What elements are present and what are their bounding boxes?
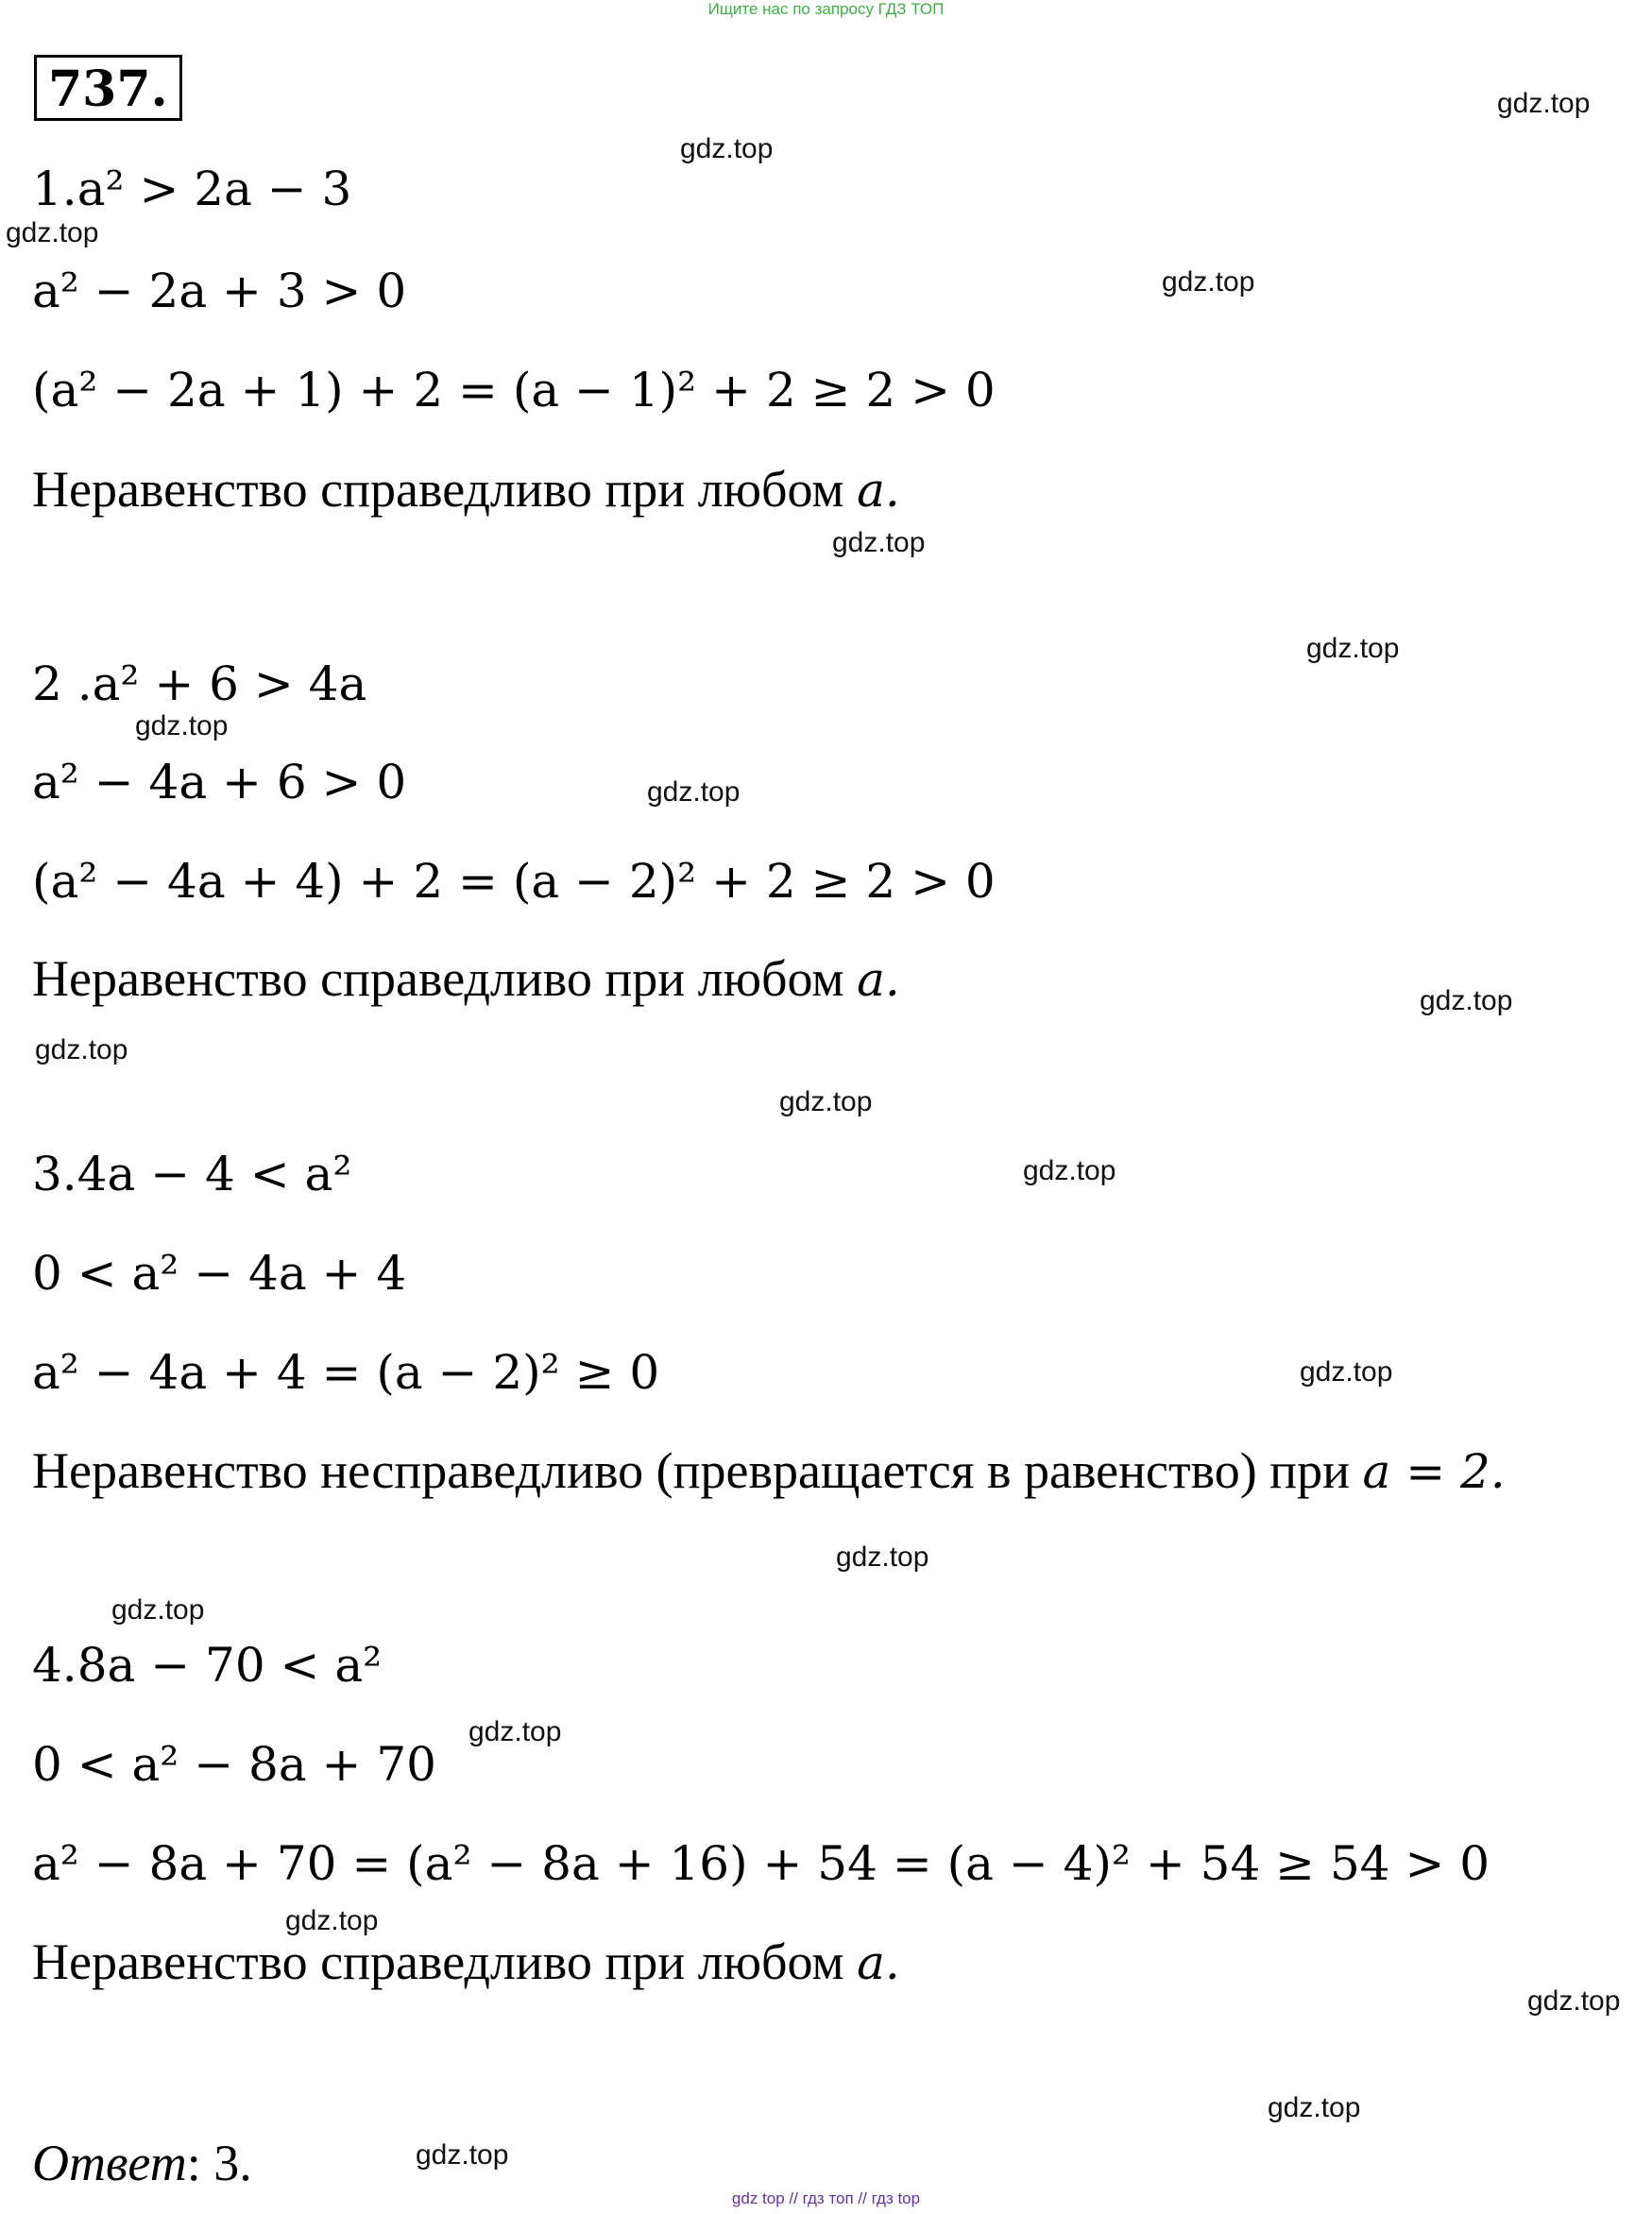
watermark: gdz.top: [416, 2139, 509, 2171]
watermark: gdz.top: [6, 217, 99, 248]
answer-label: Ответ: [32, 2135, 187, 2191]
part4-conclusion-text: Неравенство справедливо при любом: [32, 1933, 844, 1990]
part2-conclusion-var: a.: [857, 952, 900, 1007]
watermark: gdz.top: [468, 1716, 562, 1747]
part1-conclusion: [32, 461, 900, 519]
part3-line3: a² − 4a + 4 = (a − 2)² ≥ 0: [32, 1345, 660, 1400]
watermark: gdz.top: [1300, 1356, 1393, 1388]
part4-line3: a² − 8a + 70 = (a² − 8a + 16) + 54 = (a − 4)² + 54 ≥ 54 > 0: [32, 1836, 1490, 1891]
watermark: gdz.top: [779, 1086, 873, 1117]
part2-prefix: 2 .: [32, 656, 93, 711]
problem-number-box: 737.: [34, 55, 182, 121]
part3-expr1: 4a − 4 < a²: [77, 1147, 352, 1201]
part4-prefix: 4.: [32, 1638, 77, 1693]
part1-line3: (a² − 2a + 1) + 2 = (a − 1)² + 2 ≥ 2 > 0: [32, 363, 996, 417]
watermark: gdz.top: [832, 527, 926, 558]
watermark: gdz.top: [135, 710, 229, 741]
part4-conclusion: [32, 1933, 900, 1991]
watermark: gdz.top: [680, 133, 774, 164]
part4-expr1: 8a − 70 < a²: [77, 1638, 383, 1693]
part2-line2: a² − 4a + 6 > 0: [32, 755, 407, 809]
watermark: gdz.top: [1162, 266, 1255, 298]
watermark: gdz.top: [1268, 2092, 1361, 2123]
footer-banner[interactable]: gdz top // гдз топ // гдз top: [731, 2189, 921, 2207]
watermark: gdz.top: [836, 1541, 929, 1573]
part2-conclusion-text: Неравенство справедливо при любом: [32, 950, 844, 1007]
watermark: gdz.top: [1023, 1155, 1116, 1186]
part3-line1: [32, 1146, 351, 1202]
part3-conclusion: [32, 1442, 1506, 1500]
part1-prefix: 1.: [32, 162, 77, 216]
part1-conclusion-text: Неравенство справедливо при любом: [32, 461, 844, 518]
part3-conclusion-text: Неравенство несправедливо (превращается в равенство) при: [32, 1442, 1350, 1499]
watermark: gdz.top: [1527, 1985, 1621, 2017]
watermark: gdz.top: [285, 1905, 379, 1936]
part3-prefix: 3.: [32, 1147, 77, 1201]
part1-line1: [32, 161, 351, 217]
part3-line2: 0 < a² − 4a + 4: [32, 1246, 407, 1301]
watermark: gdz.top: [35, 1034, 128, 1065]
answer: [32, 2135, 252, 2191]
part2-expr1: a² + 6 > 4a: [92, 656, 367, 711]
part1-expr1: a² > 2a − 3: [77, 162, 352, 216]
part2-conclusion: [32, 950, 900, 1008]
search-banner[interactable]: Ищите нас по запросу ГДЗ ТОП: [707, 0, 945, 18]
part4-conclusion-var: a.: [857, 1935, 900, 1990]
part4-line1: [32, 1637, 382, 1694]
watermark: gdz.top: [1420, 985, 1513, 1016]
part4-line2: 0 < a² − 8a + 70: [32, 1737, 436, 1792]
watermark: gdz.top: [111, 1594, 205, 1626]
part1-line2: a² − 2a + 3 > 0: [32, 264, 407, 318]
part2-line3: (a² − 4a + 4) + 2 = (a − 2)² + 2 ≥ 2 > 0: [32, 854, 996, 909]
watermark: gdz.top: [1306, 633, 1400, 664]
part3-conclusion-var: a = 2.: [1362, 1444, 1506, 1499]
part2-line1: [32, 656, 366, 712]
part1-conclusion-var: a.: [857, 463, 900, 518]
watermark: gdz.top: [1497, 88, 1591, 119]
watermark: gdz.top: [647, 776, 741, 808]
answer-value: : 3.: [186, 2135, 252, 2191]
